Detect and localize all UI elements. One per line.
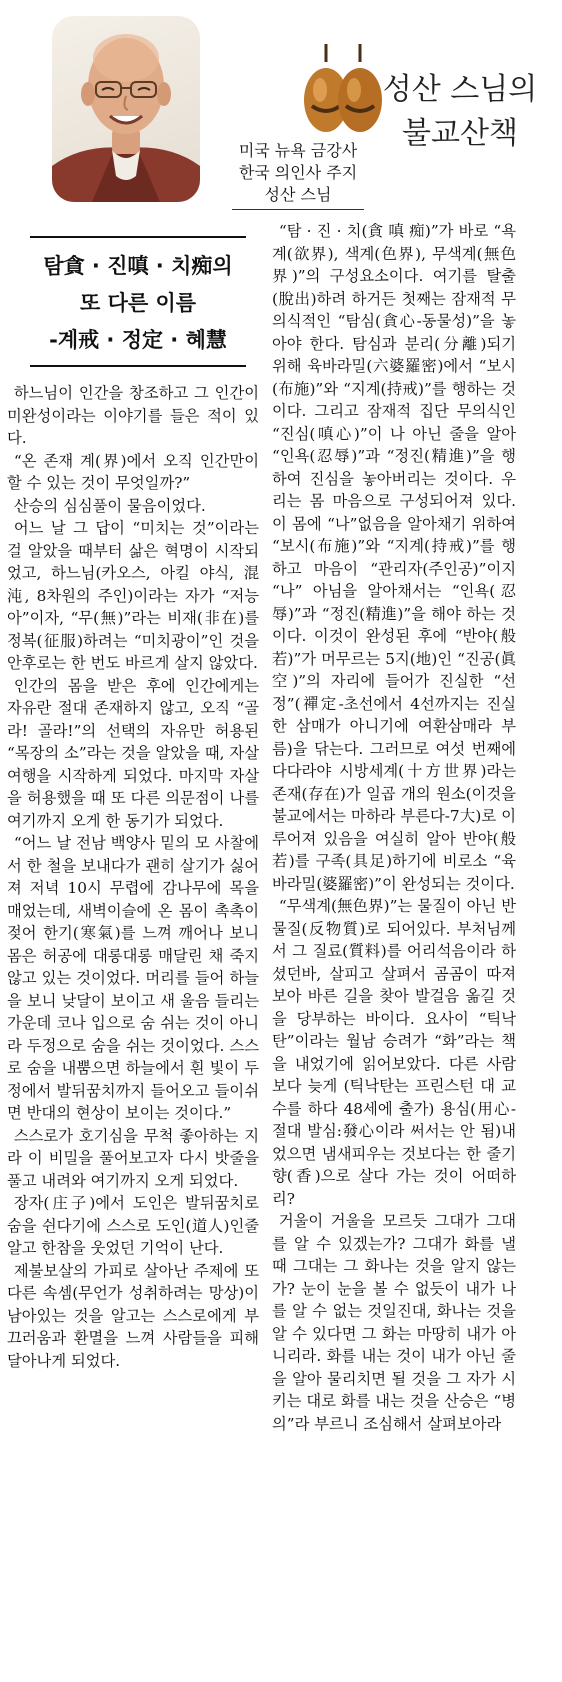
headline-top-rule — [30, 236, 246, 238]
author-temple: 미국 뉴욕 금강사 — [238, 141, 358, 160]
headline-bottom-rule — [30, 365, 246, 367]
headline-line1: 탐貪 · 진嗔 · 치痴의 — [43, 254, 233, 278]
article-body-left-column — [7, 382, 259, 1372]
author-portrait — [52, 16, 200, 202]
headline-line2: 또 다른 이름 — [79, 291, 197, 315]
monk-portrait-image — [52, 16, 200, 202]
headline-line3: -계戒 · 정定 · 혜慧 — [49, 328, 227, 352]
body-paragraph: “무색계(無色界)”는 물질이 아닌 반물질(反物質)로 되어있다. 부처님께서 그 질료(質料)를 어리석음이라 하셨던바, 살피고 살펴서 곰곰이 따져보아 바른 길을 찾아 발걸음 옮길 것을 당부하는 바이다. 요사이 “틱낙탄”이라는 월남 승려가 “화”라는 책을 내었기에 읽어보았다. 다른 사람보다 늦게 (틱낙탄는 프린스턴 대 교수를 하다 48세에 출가) 용심(用心-절대 발심:發心이라 써서는 안 됨)내었으면 냄새피우는 것보다는 한 줄기 향(香)으로 살다 가는 것이 어떠하리? — [272, 897, 516, 1208]
series-title-line1: 성산 스님의 — [382, 72, 538, 107]
body-paragraph: “어느 날 전남 백양사 밑의 모 사찰에서 한 철을 보내다가 괜히 살기가 싫어져 저녁 10시 무렵에 감나무에 목을 매었는데, 새벽이슬에 온 몸이 촉촉이 젖어 한기(寒氣)를 느껴 깨어나 보니 몸은 허공에 대롱대롱 매달린 채 죽지 않고 있는 것이었다. 머리를 들어 하늘을 보니 낮달이 보이고 새 울음 들리는 가운데 코나 입으로 숨 쉬는 것이 아니라 두정으로 숨을 쉬는 것이었다. 스스로 숨을 내뿜으면 하늘에서 흰 빛이 두정에서 발뒤꿈치까지 들어오고 들이쉬면 반대의 현상이 보이는 것이다.” — [7, 834, 259, 1122]
author-name: 성산 스님 — [264, 185, 332, 204]
body-paragraph: 제불보살의 가피로 살아난 주제에 또 다른 속셈(무언가 성취하려는 망상)이 남아있는 것을 알고는 스스로에게 부끄러움과 환멸을 느껴 사람들을 피해 달아나게 되었다. — [7, 1261, 259, 1370]
body-paragraph: 거울이 거울을 모르듯 그대가 그대를 알 수 있겠는가? 그대가 화를 낼 때 그대는 그 화나는 것을 알지 않는가? 눈이 눈을 볼 수 없듯이 내가 나를 알 수 없는 것일진대, 화나는 것을 알 수 있다면 그 화는 마땅히 내가 아니리라. 화를 내는 것이 내가 아닌 줄을 알아 물리치면 될 것을 그 자가 시키는 대로 화를 내는 것을 산승은 “병의”라 부르니 조심해서 살펴보아라 — [272, 1212, 516, 1433]
body-paragraph: 스스로가 호기심을 무척 좋아하는 지라 이 비밀을 풀어보고자 다시 밧줄을 풀고 내려와 여기까지 오게 되었다. — [7, 1126, 259, 1190]
column-series-title — [370, 68, 550, 156]
body-paragraph: 하느님이 인간을 창조하고 그 인간이 미완성이라는 이야기를 들은 적이 있다. — [7, 384, 259, 447]
body-paragraph: “탐 · 진 · 치(貪 嗔 痴)”가 바로 “욕계(欲界), 색계(色界), 무색계(無色界)”의 구성요소이다. 여기를 탈출(脫出)하려 하거든 첫째는 잠재적 무의식적인 “탐심(貪心-동물성)”을 놓아야 한다. 탐심과 분리(分離)되기 위해 육바라밀(六婆羅密)에서 “보시(布施)”와 “지계(持戒)”를 행하는 것이다. 그리고 잠재적 집단 무의식인 “진심(嗔心)”이 나 아닌 줄을 알아 “인욕(忍辱)”과 “정진(精進)”을 행하여 진심을 놓아버리는 것이다. 우리는 몸 마음으로 구성되어져 있다. 이 몸에 “나”없음을 알아채기 위하여 “보시(布施)”와 “지계(持戒)”를 행하고 마음이 “관리자(주인공)”이지 “나” 아님을 알아채서는 “인욕(忍辱)”과 “정진(精進)”을 해야 하는 것이다. 이것이 완성된 후에 “반야(般若)”가 머무르는 5지(地)인 “진공(眞空)”의 자리에 들어가 진실한 “선정”(禪定-초선에서 4선까지는 진실한 삼매가 아니기에 여환삼매라 부름)을 닦는다. 그러므로 여섯 번째에 다다라야 시방세계(十方世界)라는 존재(存在)가 일곱 개의 원소(이것을 불교에서는 마하라 부른다-7大)로 이루어져 있음을 여실히 알아 반야(般若)를 구족(具足)하기에 비로소 “육바라밀(婆羅密)”이 완성되는 것이다. — [272, 222, 516, 893]
body-paragraph: 장자(庄子)에서 도인은 발뒤꿈치로 숨을 쉰다기에 스스로 도인(道人)인줄 알고 한참을 웃었던 기억이 난다. — [7, 1194, 259, 1257]
author-position: 한국 의인사 주지 — [238, 163, 358, 182]
body-paragraph: “온 존재 계(界)에서 오직 인간만이 할 수 있는 것이 무엇일까?” — [7, 451, 259, 492]
body-paragraph: 어느 날 그 답이 “미치는 것”이라는 걸 알았을 때부터 삶은 혁명이 시작되었고, 하느님(카오스, 아킬 야식, 混沌, 8차원의 주인)이라는 자가 “저능아”이자, “무(無)”라는 비재(非在)를 정복(征服)하려는 “미치광이”인 것을 안후로는 한 번도 바르게 살지 않았다. — [7, 519, 259, 672]
byline-divider — [232, 209, 364, 210]
body-paragraph: 인간의 몸을 받은 후에 인간에게는 자유란 절대 존재하지 않고, 오직 “골라! 골라!”의 선택의 자유만 허용된 “목장의 소”라는 것을 알았을 때, 자살 여행을 시작하게 되었다. 마지막 자살을 허용했을 때 또 다른 의문점이 나를 여기까지 오게 한 동기가 되었다. — [7, 676, 259, 830]
article-headline — [26, 248, 250, 359]
author-byline — [236, 140, 360, 206]
article-body-right-column — [272, 220, 516, 1435]
body-paragraph: 산승의 심심풀이 물음이었다. — [13, 496, 206, 515]
series-title-line2: 불교산책 — [402, 116, 518, 151]
